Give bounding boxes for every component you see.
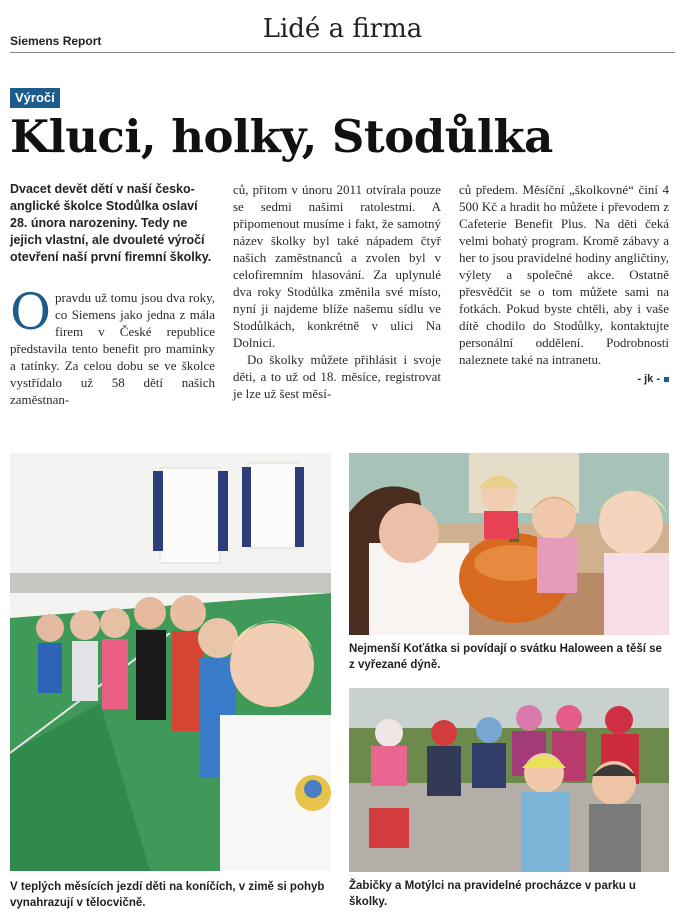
article-paragraph: ců předem. Měsíční „školkovné“ činí 4 500 Kč a hradit ho můžete i převodem z Cafeterie Benefit Plus. Na děti čeká velmi bohatý program. Kromě zábavy a her to jsou pravidelné hodiny angličtiny, výlety a společné akce. Ostatně přesvědčit se o tom můžete sami na fotkách. Pokud byste chtěli, aby i vaše dítě chodilo do Stodůlky, kontaktujte personální oddělení. Podrobnosti naleznete také na intranetu. — [459, 182, 669, 367]
photo-halloween-pumpkin — [349, 453, 669, 635]
author-signature — [459, 371, 669, 388]
photo-park-walk — [349, 688, 669, 872]
publication-name: Siemens Report — [10, 34, 102, 48]
end-mark-icon — [664, 377, 669, 382]
article-column-2 — [233, 181, 441, 402]
article-paragraph: ců, přitom v únoru 2011 otvírala pouze se sedmi našimi ratolestmi. A připomenout musíme i fakt, že samotný název školky byl také nápadem čtyř našich zaměstnanců a zvolen byl v celofiremním hlasování. Za uplynulé dva roky Stodůlka změnila své místo, nyní ji najdeme blíže našemu sídlu ve Stodůlkách, konkrétně v ulici Na Dolnici. — [233, 182, 441, 350]
article-paragraph — [10, 283, 215, 408]
author-initials: - jk - — [637, 373, 660, 385]
section-title: Lidé a firma — [262, 14, 423, 44]
photo-caption-park: Žabičky a Motýlci na pravidelné procházce v parku u školky. — [349, 880, 636, 908]
photo-gym-children — [10, 453, 331, 871]
article-lead: Dvacet devět dětí v naší česko-anglické školce Stodůlka oslaví 28. února narozeniny. Tedy ne jejich vlastní, ale dvouleté výročí otevření naší první firemní školky. — [10, 182, 212, 264]
article-headline: Kluci, holky, Stodůlka — [10, 110, 553, 163]
header-divider — [10, 52, 675, 53]
drop-cap: O — [10, 283, 51, 341]
article-column-1 — [10, 181, 215, 408]
article-column-3 — [459, 181, 669, 388]
article-paragraph: Do školky můžete přihlásit i svoje děti, a to už od 18. měsíce, registrovat je lze už šest měsí- — [233, 352, 441, 401]
photo-caption-halloween: Nejmenší Koťátka si povídají o svátku Haloween a těší se z vyřezané dýně. — [349, 643, 662, 671]
photo-caption-gym: V teplých měsících jezdí děti na koníčích, v zimě si pohyb vynahrazují v tělocvičně. — [10, 881, 325, 909]
article-text: pravdu už tomu jsou dva roky, co Siemens jako jedna z mála firem v České republice představila tento benefit pro maminky a tatínky. Za celou dobu se ve školce vystřídalo už 58 dětí našich zaměstnan- — [10, 290, 215, 407]
category-tag: Výročí — [10, 88, 60, 108]
